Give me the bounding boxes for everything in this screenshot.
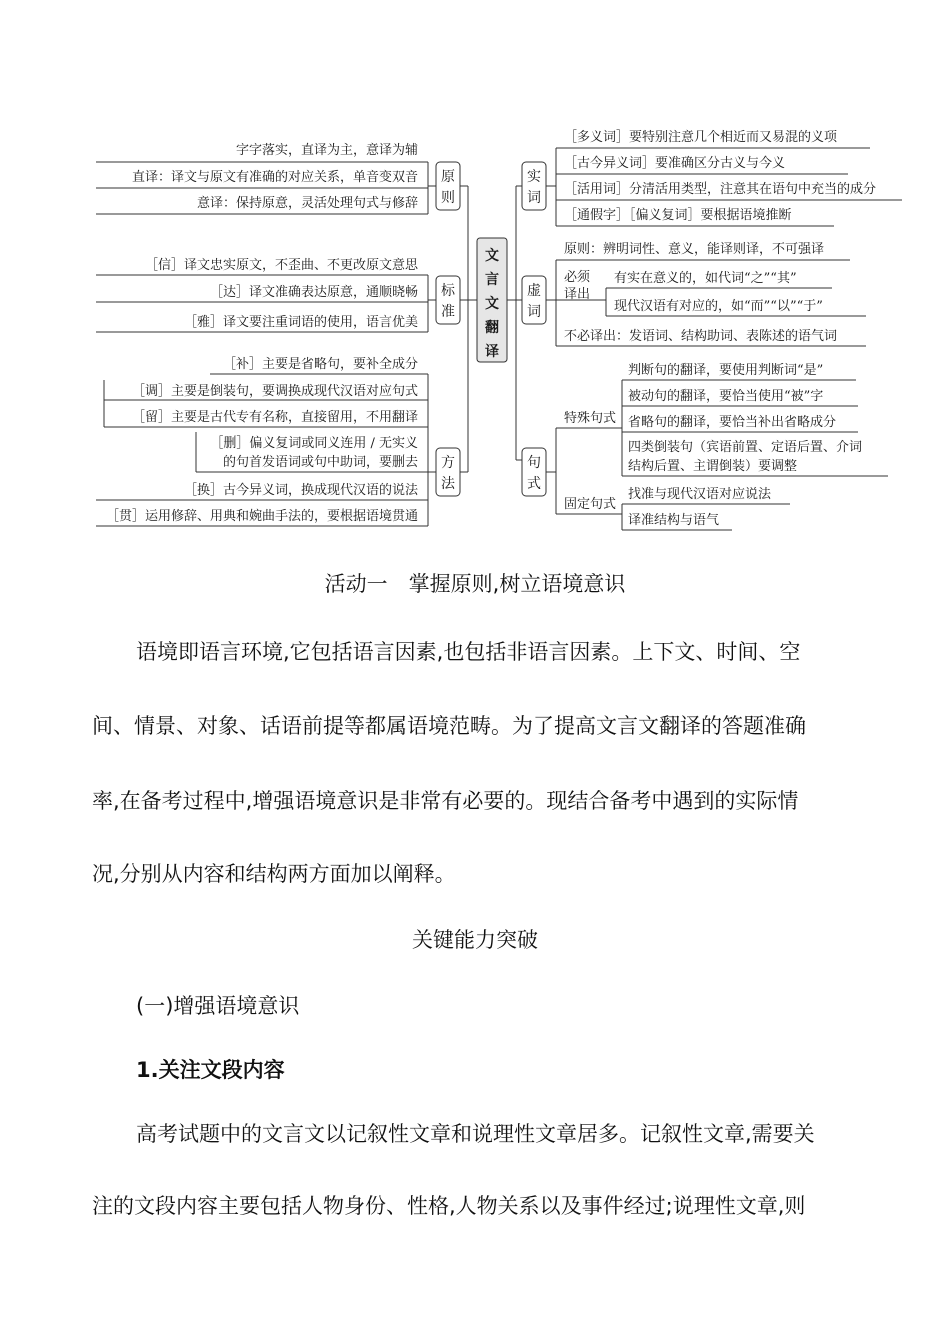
node-fangfa-char-2: 法 bbox=[441, 476, 455, 492]
node-shici-char-2: 词 bbox=[527, 190, 541, 206]
paragraph-1-line-1: 语境即语言环境,它包括语言因素,也包括非语言因素。上下文、时间、空 bbox=[136, 640, 801, 664]
jushi-fixed-label: 固定句式 bbox=[564, 497, 617, 512]
node-jushi-char-1: 句 bbox=[527, 455, 541, 471]
fangfa-item-bu: ［补］主要是省略句，要补全成分 bbox=[222, 357, 418, 372]
paragraph-2-line-1: 高考试题中的文言文以记叙性文章和说理性文章居多。记叙性文章,需要关 bbox=[136, 1122, 815, 1146]
activity-title: 活动一 掌握原则,树立语境意识 bbox=[324, 572, 626, 596]
jushi-special-label: 特殊句式 bbox=[564, 411, 617, 426]
shici-item-tongjia: ［通假字］［偏义复词］要根据语境推断 bbox=[564, 208, 792, 223]
node-shici-char-1: 实 bbox=[527, 169, 541, 185]
jushi-special-item-3: 省略句的翻译，要恰当补出省略成分 bbox=[628, 415, 837, 430]
paragraph-1-line-3: 率,在备考过程中,增强语境意识是非常有必要的。现结合备考中遇到的实际情 bbox=[92, 789, 799, 813]
jushi-special-item-4-line2: 结构后置、主谓倒装）要调整 bbox=[628, 459, 798, 474]
subheading-2: 1.关注文段内容 bbox=[136, 1058, 285, 1082]
translation-mind-map bbox=[0, 0, 950, 540]
xuci-principle: 原则：辨明词性、意义，能译则译，不可强译 bbox=[564, 242, 825, 257]
fangfa-item-shan-line2: 的句首发语词或句中助词，要删去 bbox=[222, 455, 418, 470]
jushi-fixed-item-1: 找准与现代汉语对应说法 bbox=[628, 487, 772, 502]
node-xuci-char-2: 词 bbox=[527, 304, 541, 320]
mindmap-center-char-3: 文 bbox=[485, 296, 499, 312]
yuanze-item-1: 字字落实，直译为主，意译为辅 bbox=[235, 143, 418, 158]
mindmap-center-char-4: 翻 bbox=[485, 320, 499, 336]
paragraph-1-line-4: 况,分别从内容和结构两方面加以阐释。 bbox=[92, 862, 456, 886]
xuci-must-label-2: 译出 bbox=[564, 287, 591, 302]
fangfa-item-huan: ［换］古今异义词，换成现代汉语的说法 bbox=[183, 483, 418, 498]
jushi-special-item-2: 被动句的翻译，要恰当使用“被”字 bbox=[628, 389, 824, 404]
mindmap-center-char-1: 文 bbox=[485, 248, 499, 264]
mindmap-center-char-5: 译 bbox=[485, 344, 499, 360]
xuci-not-needed: 不必译出：发语词、结构助词、表陈述的语气词 bbox=[564, 329, 838, 344]
xuci-must-item-2: 现代汉语有对应的，如“而”“以”“于” bbox=[614, 299, 823, 314]
yuanze-item-3: 意译：保持原意，灵活处理句式与修辞 bbox=[196, 196, 418, 211]
node-jushi-char-2: 式 bbox=[527, 476, 541, 492]
yuanze-item-2: 直译：译文与原文有准确的对应关系，单音变双音 bbox=[131, 170, 418, 185]
node-biaozhun-char-1: 标 bbox=[441, 283, 455, 299]
jushi-special-item-1: 判断句的翻译，要使用判断词“是” bbox=[628, 363, 824, 378]
xuci-must-label-1: 必须 bbox=[564, 270, 591, 285]
node-yuanze-char-1: 原 bbox=[441, 169, 455, 185]
fangfa-item-tiao: ［调］主要是倒装句，要调换成现代汉语对应句式 bbox=[131, 384, 418, 399]
paragraph-1-line-2: 间、情景、对象、话语前提等都属语境范畴。为了提高文言文翻译的答题准确 bbox=[92, 714, 806, 738]
fangfa-item-liu: ［留］主要是古代专有名称，直接留用，不用翻译 bbox=[131, 410, 418, 425]
xuci-must-item-1: 有实在意义的，如代词“之”“其” bbox=[614, 271, 797, 286]
subheading-1: (一)增强语境意识 bbox=[136, 994, 300, 1018]
biaozhun-item-2: ［达］译文准确表达原意，通顺晓畅 bbox=[209, 285, 418, 300]
node-xuci-char-1: 虚 bbox=[527, 283, 541, 299]
shici-item-gujin: ［古今异义词］要准确区分古义与今义 bbox=[564, 156, 786, 171]
shici-item-huoyong: ［活用词］分清活用类型，注意其在语句中充当的成分 bbox=[564, 182, 877, 197]
node-biaozhun-char-2: 准 bbox=[441, 304, 455, 320]
node-fangfa-char-1: 方 bbox=[441, 455, 455, 471]
section-title: 关键能力突破 bbox=[412, 928, 538, 952]
shici-item-duoyi: ［多义词］要特别注意几个相近而又易混的义项 bbox=[564, 130, 838, 145]
jushi-special-item-4-line1: 四类倒装句（宾语前置、定语后置、介词 bbox=[628, 440, 863, 455]
mindmap-center-char-2: 言 bbox=[485, 272, 499, 288]
jushi-fixed-item-2: 译准结构与语气 bbox=[628, 513, 720, 528]
biaozhun-item-3: ［雅］译文要注重词语的使用，语言优美 bbox=[183, 315, 418, 330]
node-yuanze-char-2: 则 bbox=[441, 190, 455, 206]
fangfa-item-shan-line1: ［删］偏义复词或同义连用 / 无实义 bbox=[210, 436, 418, 451]
fangfa-item-guan: ［贯］运用修辞、用典和婉曲手法的，要根据语境贯通 bbox=[105, 509, 418, 524]
paragraph-2-line-2: 注的文段内容主要包括人物身份、性格,人物关系以及事件经过;说理性文章,则 bbox=[92, 1194, 806, 1218]
biaozhun-item-1: ［信］译文忠实原文，不歪曲、不更改原文意思 bbox=[144, 258, 418, 273]
